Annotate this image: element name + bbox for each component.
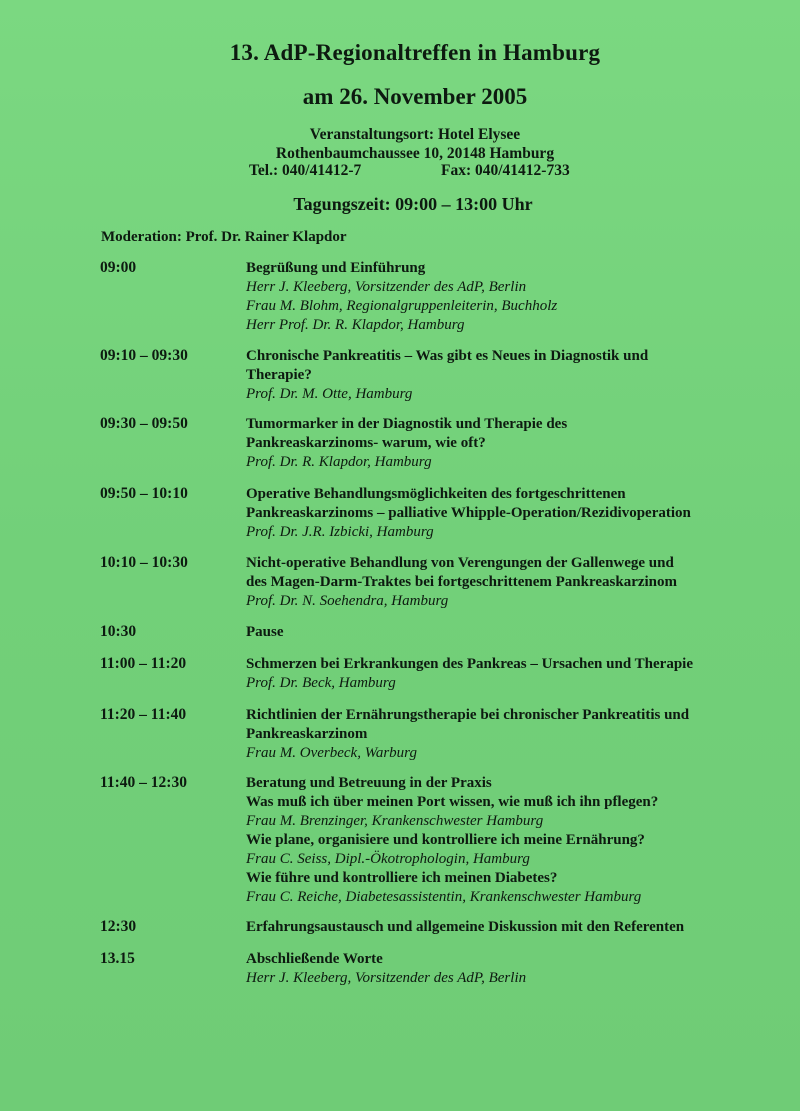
meeting-time: Tagungszeit: 09:00 – 13:00 Uhr xyxy=(293,194,533,214)
program-time: 09:50 – 10:10 xyxy=(100,485,188,502)
moderation: Moderation: Prof. Dr. Rainer Klapdor xyxy=(101,229,347,245)
program-topic: Pankreaskarzinoms- warum, wie oft? xyxy=(246,435,486,451)
program-details xyxy=(246,950,786,988)
fax-number: Fax: 040/41412-733 xyxy=(441,162,570,179)
program-details xyxy=(246,918,786,937)
program-speaker: Frau M. Blohm, Regionalgruppenleiterin, Buchholz xyxy=(246,298,558,314)
program-topic: Tumormarker in der Diagnostik und Therapie des xyxy=(246,416,568,432)
program-time: 09:30 – 09:50 xyxy=(100,415,188,432)
program-speaker: Prof. Dr. R. Klapdor, Hamburg xyxy=(246,454,432,470)
event-date: am 26. November 2005 xyxy=(302,84,528,109)
program-topic: Chronische Pankreatitis – Was gibt es Neues in Diagnostik und xyxy=(246,348,649,364)
program-details xyxy=(246,623,786,642)
program-speaker: Frau M. Overbeck, Warburg xyxy=(246,745,417,761)
program-topic: Operative Behandlungsmöglichkeiten des fortgeschrittenen xyxy=(246,486,626,502)
program-topic: Pause xyxy=(246,624,284,640)
program-topic: Nicht-operative Behandlung von Verengungen der Gallenwege und xyxy=(246,555,674,571)
program-topic: Pankreaskarzinoms – palliative Whipple-Operation/Rezidivoperation xyxy=(246,505,691,521)
program-topic: des Magen-Darm-Traktes bei fortgeschrittenem Pankreaskarzinom xyxy=(246,574,678,590)
program-topic: Schmerzen bei Erkrankungen des Pankreas – Ursachen und Therapie xyxy=(246,656,693,672)
program-speaker: Prof. Dr. N. Soehendra, Hamburg xyxy=(246,593,449,609)
program-speaker: Prof. Dr. Beck, Hamburg xyxy=(246,675,396,691)
program-topic: Therapie? xyxy=(246,367,312,383)
program-time: 09:10 – 09:30 xyxy=(100,347,188,364)
program-details xyxy=(246,554,786,611)
program-topic: Was muß ich über meinen Port wissen, wie muß ich ihn pflegen? xyxy=(246,794,659,810)
program-speaker: Herr J. Kleeberg, Vorsitzender des AdP, Berlin xyxy=(246,970,527,986)
program-time: 10:30 xyxy=(100,623,137,640)
program-topic: Begrüßung und Einführung xyxy=(246,260,426,276)
program-speaker: Frau C. Reiche, Diabetesassistentin, Krankenschwester Hamburg xyxy=(246,889,642,905)
program-speaker: Prof. Dr. J.R. Izbicki, Hamburg xyxy=(246,524,434,540)
program-details xyxy=(246,774,786,907)
program-time: 11:40 – 12:30 xyxy=(100,774,187,791)
program-time: 12:30 xyxy=(100,918,137,935)
program-topic: Beratung und Betreuung in der Praxis xyxy=(246,775,492,791)
program-topic: Richtlinien der Ernährungstherapie bei chronischer Pankreatitis und xyxy=(246,707,690,723)
program-time: 13.15 xyxy=(100,950,135,967)
program-topic: Wie plane, organisiere und kontrolliere ich meine Ernährung? xyxy=(246,832,645,848)
program-time: 10:10 – 10:30 xyxy=(100,554,188,571)
program-speaker: Frau C. Seiss, Dipl.-Ökotrophologin, Hamburg xyxy=(246,851,530,867)
program-details xyxy=(246,347,786,404)
program-topic: Abschließende Worte xyxy=(246,951,383,967)
venue-address: Rothenbaumchaussee 10, 20148 Hamburg xyxy=(275,145,555,162)
telephone-number: Tel.: 040/41412-7 xyxy=(249,162,362,179)
venue-block xyxy=(0,125,800,163)
venue-name: Veranstaltungsort: Hotel Elysee xyxy=(309,126,521,143)
program-topic: Erfahrungsaustausch und allgemeine Diskussion mit den Referenten xyxy=(246,919,685,935)
program-speaker: Prof. Dr. M. Otte, Hamburg xyxy=(246,386,413,402)
program-details xyxy=(246,415,786,472)
program-time: 09:00 xyxy=(100,259,137,276)
program-time: 11:00 – 11:20 xyxy=(100,655,187,672)
document-title: 13. AdP-Regionaltreffen in Hamburg xyxy=(229,40,601,65)
program-speaker: Herr J. Kleeberg, Vorsitzender des AdP, Berlin xyxy=(246,279,527,295)
program-speaker: Frau M. Brenzinger, Krankenschwester Hamburg xyxy=(246,813,544,829)
program-details xyxy=(246,259,786,335)
program-details xyxy=(246,485,786,542)
program-details xyxy=(246,655,786,693)
program-speaker: Herr Prof. Dr. R. Klapdor, Hamburg xyxy=(246,317,465,333)
program-topic: Wie führe und kontrolliere ich meinen Diabetes? xyxy=(246,870,558,886)
program-details xyxy=(246,706,786,763)
program-time: 11:20 – 11:40 xyxy=(100,706,187,723)
program-topic: Pankreaskarzinom xyxy=(246,726,368,742)
